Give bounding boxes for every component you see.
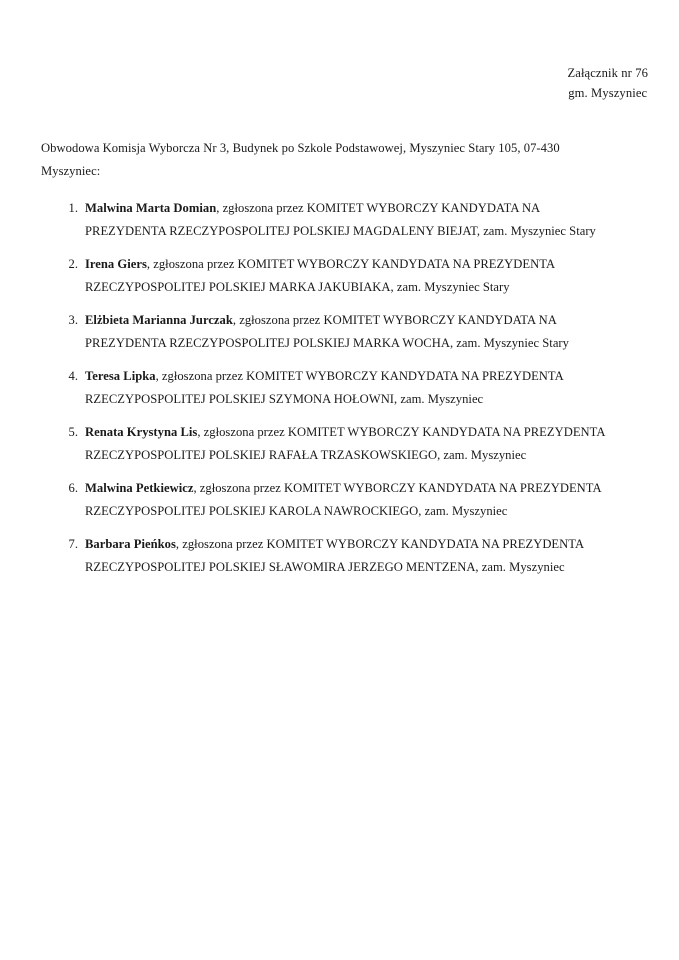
- candidate-committee-text: , zgłoszona przez KOMITET WYBORCZY KANDYDATA NA PREZYDENTA RZECZYPOSPOLITEJ POLSKIEJ SŁAWOMIRA JERZEGO MENTZENA, zam. Myszyniec: [85, 537, 584, 574]
- document-header: [567, 63, 648, 103]
- candidate-committee-text: , zgłoszona przez KOMITET WYBORCZY KANDYDATA NA PREZYDENTA RZECZYPOSPOLITEJ POLSKIEJ RAFAŁA TRZASKOWSKIEGO, zam. Myszyniec: [85, 425, 605, 462]
- list-item-number: 4.: [68, 369, 78, 383]
- candidate-name: Barbara Pieńkos: [85, 537, 176, 551]
- list-item: [62, 421, 614, 467]
- candidate-name: Malwina Marta Domian: [85, 201, 217, 215]
- candidate-name: Malwina Petkiewicz: [85, 481, 194, 495]
- candidate-name: Elżbieta Marianna Jurczak: [85, 313, 233, 327]
- candidate-name: Irena Giers: [85, 257, 147, 271]
- list-item: [62, 197, 614, 243]
- list-item: [62, 533, 614, 579]
- candidate-name: Teresa Lipka: [85, 369, 156, 383]
- candidate-name: Renata Krystyna Lis: [85, 425, 198, 439]
- candidate-committee-text: , zgłoszona przez KOMITET WYBORCZY KANDYDATA NA PREZYDENTA RZECZYPOSPOLITEJ POLSKIEJ KAROLA NAWROCKIEGO, zam. Myszyniec: [85, 481, 601, 518]
- list-item-number: 3.: [68, 313, 78, 327]
- list-item-number: 7.: [68, 537, 78, 551]
- list-item: [62, 253, 614, 299]
- candidate-list: [62, 197, 614, 579]
- list-item-number: 1.: [68, 201, 78, 215]
- commission-intro-paragraph: Obwodowa Komisja Wyborcza Nr 3, Budynek po Szkole Podstawowej, Myszyniec Stary 105, 07-430 Myszyniec:: [41, 140, 560, 178]
- candidate-committee-text: , zgłoszona przez KOMITET WYBORCZY KANDYDATA NA PREZYDENTA RZECZYPOSPOLITEJ POLSKIEJ MARKA JAKUBIAKA, zam. Myszyniec Stary: [85, 257, 555, 294]
- list-item: [62, 365, 614, 411]
- list-item: [62, 309, 614, 355]
- candidate-committee-text: , zgłoszona przez KOMITET WYBORCZY KANDYDATA NA PREZYDENTA RZECZYPOSPOLITEJ POLSKIEJ MARKA WOCHA, zam. Myszyniec Stary: [85, 313, 569, 350]
- candidate-committee-text: , zgłoszona przez KOMITET WYBORCZY KANDYDATA NA PREZYDENTA RZECZYPOSPOLITEJ POLSKIEJ SZYMONA HOŁOWNI, zam. Myszyniec: [85, 369, 564, 406]
- attachment-number: Załącznik nr 76: [567, 66, 648, 80]
- municipality-name: gm. Myszyniec: [568, 86, 648, 100]
- list-item: [62, 477, 614, 523]
- candidate-committee-text: , zgłoszona przez KOMITET WYBORCZY KANDYDATA NA PREZYDENTA RZECZYPOSPOLITEJ POLSKIEJ MAGDALENY BIEJAT, zam. Myszyniec Stary: [85, 201, 596, 238]
- list-item-number: 5.: [68, 425, 78, 439]
- list-item-number: 2.: [68, 257, 78, 271]
- list-item-number: 6.: [68, 481, 78, 495]
